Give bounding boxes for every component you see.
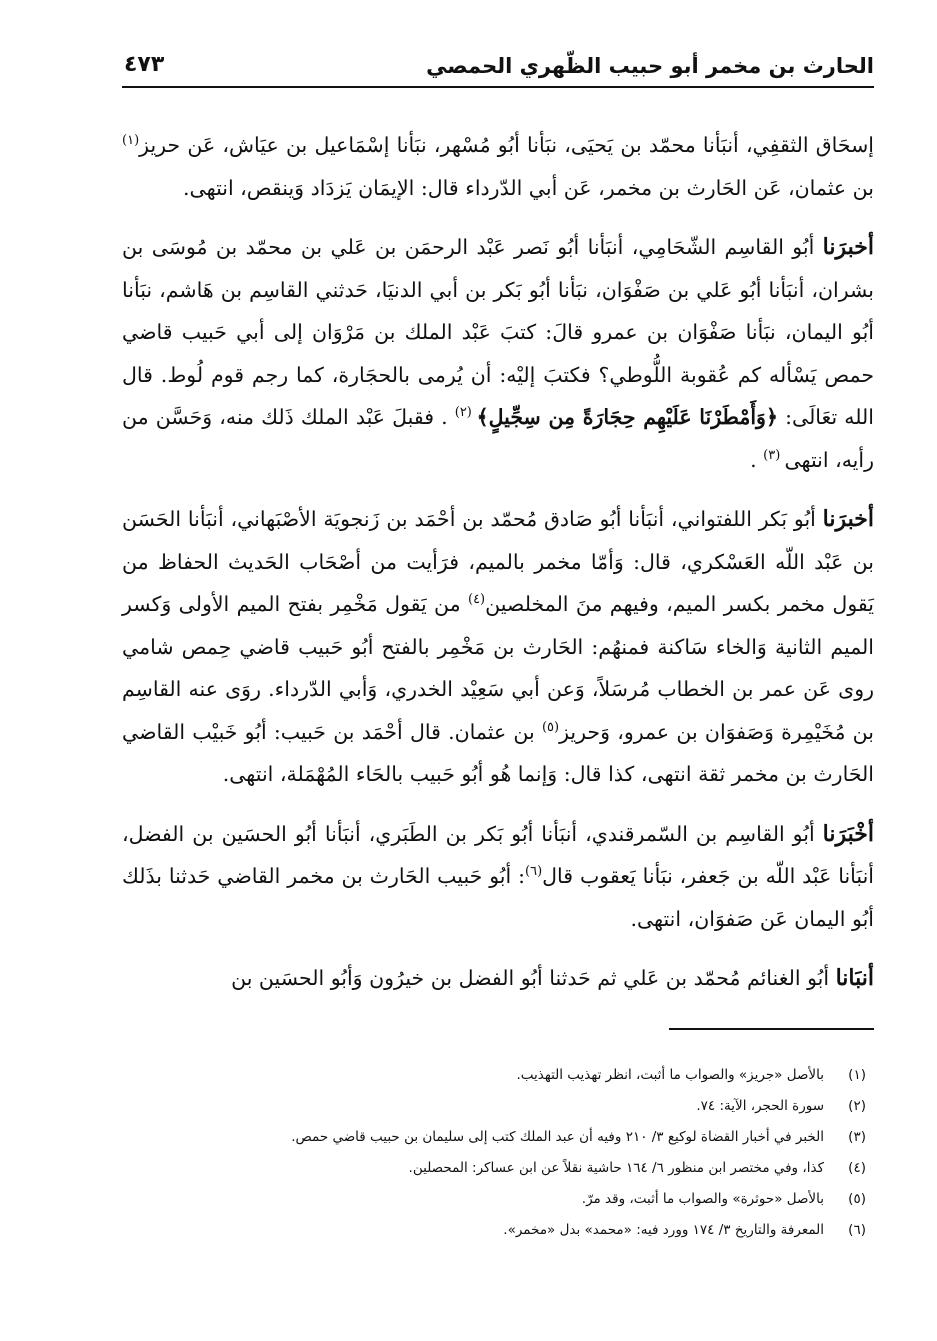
footnote-ref-4: (٤) xyxy=(467,592,486,608)
main-text xyxy=(122,124,874,1000)
footnote-ref-1: (١) xyxy=(122,133,140,149)
running-title: الحارث بن مخمر أبو حبيب الظّهري الحمصي xyxy=(426,54,874,78)
footnote xyxy=(122,1153,866,1184)
footnote xyxy=(122,1184,866,1215)
footnote-ref-5: (٥) xyxy=(541,719,560,735)
text-segment: من يَقول مَخْمِر بفتح الميم الأولى وَكسر الميم الثانية وَالخاء سَاكنة فمنهُم: الحَارث بن مَخْمِر بالفتح أبُو حَبيب قاضي حِمص شامي روى عَن عمر بن الخطاب مُرسَلاً، وَعن أبي سَعِيْد الخدري، وَأبي الدّرداء. روَى عنه القاسِم بن مُخَيْمِرة وَصَفوَان بن عمرو، وَحريز xyxy=(122,592,874,744)
footnote-ref-3: (٣) xyxy=(763,447,785,463)
paragraph-lead: أخبرَنا xyxy=(822,506,874,532)
paragraph-4 xyxy=(122,813,874,941)
footnotes xyxy=(122,1060,874,1246)
footnote-text: كذا، وفي مختصر ابن منظور ٦/ ١٦٤ حاشية نقلاً عن ابن عساكر: المحصلين. xyxy=(408,1159,824,1176)
text-segment: : أبُو حَبيب الحَارث بن مخمر القاضي حَدثنا بذَلك أبُو اليمان عَن صَفوَان، انتهى. xyxy=(122,864,874,931)
text-segment: . xyxy=(750,447,764,472)
paragraph-lead: أنبَانا xyxy=(835,965,874,991)
footnote-text: المعرفة والتاريخ ٣/ ١٧٤ وورد فيه: «محمد» بدل «مخمر». xyxy=(503,1221,824,1238)
footnote-text: بالأصل «جريز» والصواب ما أثبت، انظر تهذيب التهذيب. xyxy=(516,1066,824,1083)
footnote-number: (١) xyxy=(848,1066,866,1083)
footnote-ref-6: (٦) xyxy=(525,864,543,880)
footnote-number: (٦) xyxy=(848,1221,866,1238)
footnote xyxy=(122,1060,866,1091)
page-number: ٤٧٣ xyxy=(124,52,165,77)
footnote-number: (٢) xyxy=(848,1097,866,1114)
footnote xyxy=(122,1122,866,1153)
text-segment: أبُو القاسِم الشّحَامِي، أنبَأنا أبُو نَصر عَبْد الرحمَن بن عَلي بن محمّد بن مُوسَى بن بشران، أنبَأنا أبُو عَلي بن صَفْوَان، نبَأنا أبُو بَكر بن أبي الدنيَا، حَدثني القاسِم بن هَاشم، نبَأنا أبُو اليمان، نبَأنا صَفْوَان بن عمرو قالَ: كتبَ عَبْد الملك بن مَرْوَان إلى أبي حَبيب قاضي حمص يَسْأله كم عُقوبة اللُّوطي؟ فكتبَ إليْه: أن يُرمى بالحجَارة، كما رجم قوم لُوط. قال الله تعَالَى: xyxy=(122,235,874,429)
paragraph-3 xyxy=(122,498,874,796)
text-segment: . فقبلَ عَبْد الملك ذَلك منه، وَحَسَّن من رأيه، انتهى xyxy=(122,405,874,472)
text-segment: أبُو بَكر اللفتواني، أنبَأنا أبُو صَادق مُحمّد بن أحْمَد بن زَنجويَة الأصْبَهاني، أنبَأنا الحَسَن بن عَبْد اللّه العَسْكري، قال: وَأمّا مخمر بالميم، فرَأيت من أصْحَاب الحَديث الحفاظ من يَقول مخمر بكسر الميم، وفيهم منَ المخلصين xyxy=(122,507,874,616)
paragraph-lead: أخبرَنا xyxy=(822,234,874,260)
paragraph-5 xyxy=(122,957,874,1000)
footnote xyxy=(122,1215,866,1246)
footnote-number: (٣) xyxy=(848,1128,866,1145)
text-segment: بن عثمان. قال أحْمَد بن حَبيب: أبُو خَبيْب القاضي الحَارث بن مخمر ثقة انتهى، كذا قال: وَإنما هُو أبُو حَبيب بالحَاء المُهْمَلة، انتهى. xyxy=(122,719,874,786)
footnote-ref-2: (٢) xyxy=(454,405,477,421)
running-header xyxy=(122,40,874,88)
quran-verse: ﴿وَأَمْطَرْنَا عَلَيْهِم حِجَارَةً مِن سِجِّيلٍ﴾ xyxy=(476,405,778,429)
text-segment: أبُو الغنائم مُحمّد بن عَلي ثم حَدثنا أبُو الفضل بن خيرُون وَأبُو الحسَين بن xyxy=(231,966,836,990)
paragraph-2 xyxy=(122,226,874,481)
footnote xyxy=(122,1091,866,1122)
footnote-text: الخبر في أخبار القضاة لوكيع ٣/ ٢١٠ وفيه أن عبد الملك كتب إلى سليمان بن حبيب قاضي حمص. xyxy=(291,1128,824,1145)
footnote-separator xyxy=(669,1028,874,1030)
footnote-text: بالأصل «حوثرة» والصواب ما أثبت، وقد مرّ. xyxy=(581,1190,824,1207)
paragraph-1 xyxy=(122,124,874,209)
text-segment: أبُو القاسِم بن السّمرقندي، أنبَأنا أبُو بَكر بن الطَبَري، أنبَأنا أبُو الحسَين بن الفضل، أنبَأنا عَبْد اللّه بن جَعفر، نبَأنا يَعقوب قال xyxy=(122,821,875,888)
footnote-number: (٤) xyxy=(848,1159,866,1176)
book-page xyxy=(122,40,874,1320)
paragraph-lead: أخْبَرَنا xyxy=(822,820,874,847)
text-segment: إسحَاق الثقفِي، أنبَأنا محمّد بن يَحيَى، نبَأنا أبُو مُسْهر، نبَأنا إسْمَاعيل بن عيَاش، عَن حريز xyxy=(139,133,874,157)
text-segment: بن عثمان، عَن الحَارث بن مخمر، عَن أبي الدّرداء قال: الإيمَان يَزدَاد وَينقص، انتهى. xyxy=(183,175,874,200)
footnote-number: (٥) xyxy=(848,1190,866,1207)
footnote-text: سورة الحجر، الآية: ٧٤. xyxy=(696,1097,824,1114)
